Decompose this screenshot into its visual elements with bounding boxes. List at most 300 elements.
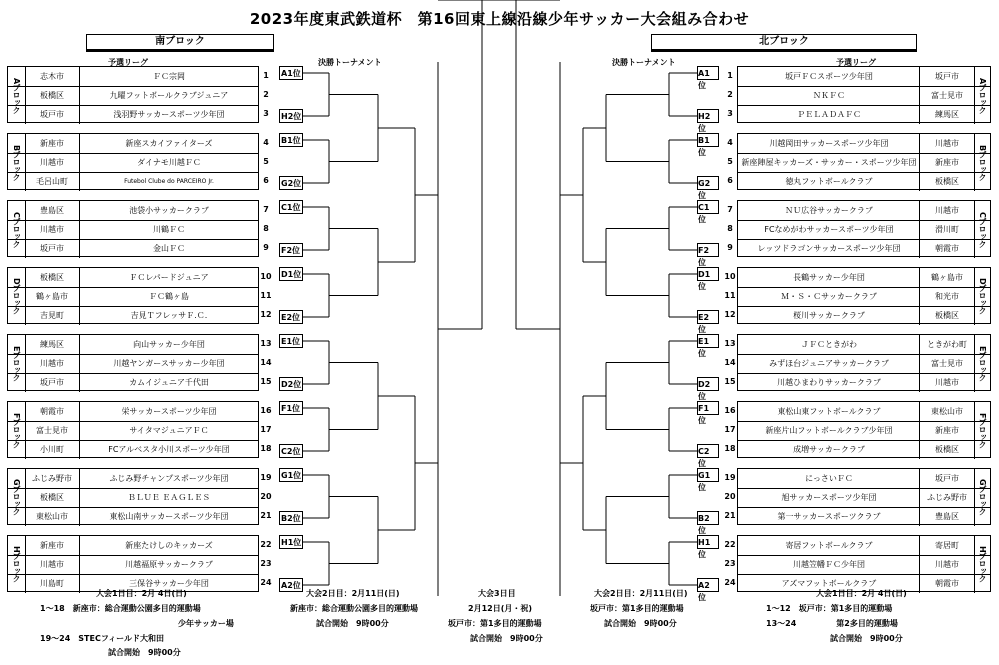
team-name: 徳丸フットボールクラブ (785, 177, 873, 186)
team-city: 鶴ヶ島市 (931, 273, 963, 282)
team-row (738, 555, 990, 575)
team-name: 東松山南サッカースポーツ少年団 (109, 512, 229, 521)
team-row (738, 402, 990, 422)
north-day2-title: 大会2日目：2月11日(日) (594, 589, 688, 598)
south-seed-box (279, 444, 303, 458)
north-seed-box (697, 377, 719, 401)
column-divider (919, 67, 920, 124)
team-row (8, 488, 258, 508)
team-name: 向山サッカー少年団 (133, 340, 205, 349)
team-row (738, 67, 990, 87)
south-seed-box (279, 66, 303, 80)
south-seed-box (279, 401, 303, 415)
north-seed-box (697, 578, 719, 602)
seed-label: H1位 (698, 538, 711, 559)
team-city: 板橋区 (40, 91, 64, 100)
team-row (8, 421, 258, 441)
team-name: Futebol Clube do PARCEIRO Jr. (124, 178, 214, 185)
team-city: 練馬区 (935, 110, 959, 119)
team-city: 朝霞市 (935, 579, 959, 588)
team-city: 豊島区 (935, 512, 959, 521)
match-number: 23 (724, 559, 736, 568)
match-number: 24 (724, 578, 736, 587)
column-divider (974, 469, 975, 526)
seed-label: E1位 (698, 337, 710, 358)
column-divider (79, 134, 80, 191)
north-group-0 (737, 66, 991, 123)
team-name: 寄居フットボールクラブ (785, 541, 873, 550)
seed-label: A1位 (281, 69, 301, 78)
column-divider (25, 134, 26, 191)
column-divider (919, 335, 920, 392)
team-city: 豊島区 (40, 206, 64, 215)
south-group-label: Eブロック (12, 346, 21, 381)
column-divider (919, 134, 920, 191)
column-divider (79, 402, 80, 459)
team-city: 川越市 (40, 560, 64, 569)
team-name: 三保谷サッカー少年団 (129, 579, 209, 588)
south-day1-line4: 試合開始 9時00分 (108, 648, 181, 657)
south-seed-box (279, 267, 303, 281)
match-number: 3 (727, 109, 733, 118)
team-name: ＪＦＣときがわ (801, 340, 857, 349)
match-number: 11 (724, 291, 736, 300)
column-divider (919, 536, 920, 593)
seed-label: H2位 (698, 112, 711, 133)
team-row (8, 335, 258, 355)
seed-label: B2位 (698, 514, 710, 535)
match-number: 20 (260, 492, 272, 501)
south-seed-box (279, 511, 303, 525)
team-name: FCアルベスタ小川スポーツ少年団 (108, 445, 230, 454)
team-city: 川越市 (935, 139, 959, 148)
south-day2-title: 大会2日目：2月11日(日) (306, 589, 400, 598)
team-name: 九曜フットボールクラブジュニア (109, 91, 229, 100)
column-divider (974, 134, 975, 191)
north-group-label: Eブロック (978, 346, 987, 381)
south-tournament-label: 決勝トーナメント (318, 58, 382, 67)
team-name: 川越福原サッカークラブ (125, 560, 213, 569)
team-row (8, 134, 258, 154)
match-number: 22 (260, 540, 272, 549)
match-number: 9 (263, 243, 269, 252)
match-number: 5 (263, 157, 269, 166)
day3-title: 大会3日目 (478, 589, 516, 598)
column-divider (919, 402, 920, 459)
team-name: 旭サッカースポーツ少年団 (781, 493, 877, 502)
team-row (738, 220, 990, 240)
seed-label: E1位 (281, 337, 301, 346)
north-group-label: Bブロック (978, 144, 987, 181)
match-number: 24 (260, 578, 272, 587)
column-divider (25, 268, 26, 325)
south-group-label: Aブロック (12, 77, 21, 114)
page-title: 2023年度東武鉄道杯 第16回東上線沿線少年サッカー大会組み合わせ (249, 10, 750, 28)
north-day1-line1: 1～12 坂戸市：第1多目的運動場 (766, 604, 893, 613)
south-seed-box (279, 243, 303, 257)
team-name: ＢＬＵＥ ＥＡＧＬＥＳ (127, 493, 211, 502)
seed-label: G1位 (281, 471, 302, 480)
team-name: 金山ＦＣ (153, 244, 185, 253)
seed-label: D1位 (281, 270, 302, 279)
north-tournament-label: 決勝トーナメント (612, 58, 676, 67)
seed-label: F1位 (698, 404, 710, 425)
match-number: 19 (260, 473, 272, 482)
north-seed-box (697, 243, 719, 267)
team-row (8, 172, 258, 191)
team-row (8, 67, 258, 87)
south-group-label: Cブロック (12, 211, 21, 248)
seed-label: A2位 (281, 581, 301, 590)
south-group-6 (7, 468, 259, 525)
team-city: 板橋区 (40, 273, 64, 282)
north-day1-line2: 13～24 第2多目的運動場 (766, 619, 898, 628)
team-name: Ｍ・Ｓ・Ｃサッカークラブ (781, 292, 877, 301)
team-row (8, 536, 258, 556)
seed-label: C1位 (698, 203, 710, 224)
team-row (8, 507, 258, 526)
match-number: 23 (260, 559, 272, 568)
seed-label: H2位 (281, 112, 302, 121)
team-name: カムイジュニア千代田 (129, 378, 209, 387)
team-name: ＦＣ宗岡 (153, 72, 185, 81)
match-number: 15 (260, 377, 272, 386)
match-number: 14 (724, 358, 736, 367)
north-day1-title: 大会1日目：2月 4日(日) (816, 589, 907, 598)
team-name: ふじみ野チャンプスポーツ少年団 (109, 474, 229, 483)
south-group-5 (7, 401, 259, 458)
north-seed-box (697, 511, 719, 535)
team-row (738, 335, 990, 355)
team-row (738, 306, 990, 325)
team-row (738, 507, 990, 526)
column-divider (25, 201, 26, 258)
team-row (8, 105, 258, 124)
match-number: 12 (724, 310, 736, 319)
day3-line3: 試合開始 9時00分 (470, 634, 543, 643)
north-seed-box (697, 468, 719, 492)
column-divider (79, 268, 80, 325)
team-city: 板橋区 (935, 445, 959, 454)
match-number: 17 (724, 425, 736, 434)
team-city: 和光市 (935, 292, 959, 301)
north-group-label: Gブロック (978, 479, 987, 516)
column-divider (79, 201, 80, 258)
column-divider (25, 67, 26, 124)
team-row (8, 86, 258, 106)
column-divider (79, 469, 80, 526)
match-number: 10 (260, 272, 272, 281)
team-name: ＦＣレパードジュニア (129, 273, 209, 282)
team-city: 志木市 (40, 72, 64, 81)
team-row (8, 373, 258, 392)
south-seed-box (279, 176, 303, 190)
team-city: 朝霞市 (935, 244, 959, 253)
team-name: 新座たけしのキッカーズ (125, 541, 213, 550)
south-group-label: Fブロック (12, 413, 21, 448)
team-row (8, 469, 258, 489)
seed-label: D2位 (281, 380, 302, 389)
south-day2-line1: 新座市：総合運動公園多目的運動場 (290, 604, 418, 613)
team-name: 川越ヤンガースサッカー少年団 (113, 359, 225, 368)
team-city: 吉見町 (40, 311, 64, 320)
team-name: 浅羽野サッカースポーツ少年団 (113, 110, 225, 119)
team-row (8, 220, 258, 240)
column-divider (919, 469, 920, 526)
north-group-label: Fブロック (978, 413, 987, 448)
team-name: ＦＣ鶴ヶ島 (149, 292, 189, 301)
match-number: 21 (260, 511, 272, 520)
match-number: 2 (727, 90, 733, 99)
team-name: ＮＵ広谷サッカークラブ (785, 206, 873, 215)
north-day1-line3: 試合開始 9時00分 (830, 634, 903, 643)
seed-label: F2位 (281, 246, 301, 255)
south-day1-line3: 19～24 STECフィールド大和田 (40, 634, 165, 643)
seed-label: B1位 (281, 136, 301, 145)
team-row (738, 354, 990, 374)
north-seed-box (697, 535, 719, 559)
seed-label: G1位 (698, 471, 711, 492)
match-number: 12 (260, 310, 272, 319)
seed-label: H1位 (281, 538, 302, 547)
match-number: 5 (727, 157, 733, 166)
column-divider (79, 536, 80, 593)
seed-label: C1位 (281, 203, 301, 212)
match-number: 6 (727, 176, 733, 185)
team-name: 桜川サッカークラブ (793, 311, 865, 320)
south-league-label: 予選リーグ (108, 58, 148, 67)
north-day2-line1: 坂戸市：第1多目的運動場 (590, 604, 684, 613)
north-seed-box (697, 401, 719, 425)
team-city: ふじみ野市 (927, 493, 967, 502)
column-divider (919, 201, 920, 258)
team-name: 川越ひまわりサッカークラブ (777, 378, 881, 387)
north-group-label: Dブロック (978, 278, 987, 315)
match-number: 13 (260, 339, 272, 348)
north-seed-box (697, 133, 719, 157)
team-name: 東松山東フットボールクラブ (777, 407, 881, 416)
day3-line2: 坂戸市：第1多目的運動場 (448, 619, 542, 628)
column-divider (974, 67, 975, 124)
team-name: みずほ台ジュニアサッカークラブ (769, 359, 889, 368)
north-group-2 (737, 200, 991, 257)
team-city: 富士見市 (931, 359, 963, 368)
team-row (8, 287, 258, 307)
team-city: 坂戸市 (935, 474, 959, 483)
team-city: 毛呂山町 (36, 177, 68, 186)
seed-label: D1位 (698, 270, 711, 291)
south-seed-box (279, 468, 303, 482)
team-city: ふじみ野市 (32, 474, 72, 483)
match-number: 7 (263, 205, 269, 214)
team-row (8, 402, 258, 422)
team-name: 吉見ＴフレッサＦ.Ｃ. (130, 311, 208, 320)
team-city: 富士見市 (36, 426, 68, 435)
team-city: 寄居町 (935, 541, 959, 550)
match-number: 9 (727, 243, 733, 252)
match-number: 1 (263, 71, 269, 80)
match-number: 20 (724, 492, 736, 501)
team-city: 富士見市 (931, 91, 963, 100)
team-row (738, 469, 990, 489)
team-city: 川越市 (40, 359, 64, 368)
north-group-7 (737, 535, 991, 592)
match-number: 14 (260, 358, 272, 367)
north-group-1 (737, 133, 991, 190)
team-city: 新座市 (40, 139, 64, 148)
team-row (8, 153, 258, 173)
column-divider (25, 469, 26, 526)
team-row (738, 105, 990, 124)
column-divider (79, 335, 80, 392)
match-number: 22 (724, 540, 736, 549)
match-number: 16 (260, 406, 272, 415)
south-group-label: Bブロック (12, 144, 21, 181)
match-number: 8 (727, 224, 733, 233)
column-divider (974, 536, 975, 593)
south-day1-line1: 1～18 新座市：総合運動公園多目的運動場 (40, 604, 201, 613)
team-city: 坂戸市 (935, 72, 959, 81)
team-city: 坂戸市 (40, 110, 64, 119)
team-row (738, 134, 990, 154)
south-day1-title: 大会1日目：2月 4日(日) (96, 589, 187, 598)
match-number: 10 (724, 272, 736, 281)
team-row (8, 239, 258, 258)
team-city: 新座市 (40, 541, 64, 550)
team-row (738, 201, 990, 221)
south-group-4 (7, 334, 259, 391)
team-name: にっさいＦＣ (805, 474, 853, 483)
north-seed-box (697, 444, 719, 468)
team-city: 新座市 (935, 158, 959, 167)
north-seed-box (697, 176, 719, 200)
team-name: ＰＥＬＡＤＡＦＣ (797, 110, 861, 119)
south-group-3 (7, 267, 259, 324)
south-day2-line2: 試合開始 9時00分 (316, 619, 389, 628)
match-number: 4 (263, 138, 269, 147)
match-number: 2 (263, 90, 269, 99)
south-group-0 (7, 66, 259, 123)
team-city: 坂戸市 (40, 378, 64, 387)
team-city: 滑川町 (935, 225, 959, 234)
team-city: 朝霞市 (40, 407, 64, 416)
team-row (8, 201, 258, 221)
match-number: 15 (724, 377, 736, 386)
team-city: 東松山市 (36, 512, 68, 521)
team-name: 長鶴サッカー少年団 (793, 273, 865, 282)
day3-line1: 2月12日(月・祝) (468, 604, 533, 613)
north-seed-box (697, 267, 719, 291)
south-seed-box (279, 310, 303, 324)
seed-label: G2位 (698, 179, 711, 200)
match-number: 7 (727, 205, 733, 214)
south-seed-box (279, 535, 303, 549)
team-city: 新座市 (935, 426, 959, 435)
team-name: アズマフットボールクラブ (781, 579, 877, 588)
team-name: 栄サッカースポーツ少年団 (121, 407, 217, 416)
column-divider (79, 67, 80, 124)
team-city: 鶴ヶ島市 (36, 292, 68, 301)
team-city: 小川町 (40, 445, 64, 454)
north-seed-box (697, 200, 719, 224)
south-group-7 (7, 535, 259, 592)
match-number: 1 (727, 71, 733, 80)
south-group-1 (7, 133, 259, 190)
team-city: 川島町 (40, 579, 64, 588)
match-number: 3 (263, 109, 269, 118)
north-group-4 (737, 334, 991, 391)
team-city: 川越市 (935, 378, 959, 387)
north-seed-box (697, 66, 719, 90)
south-seed-box (279, 334, 303, 348)
match-number: 19 (724, 473, 736, 482)
seed-label: E2位 (281, 313, 301, 322)
north-group-label: Hブロック (978, 546, 987, 583)
team-row (738, 239, 990, 258)
south-block-header: 南ブロック (86, 34, 274, 52)
team-name: 坂戸ＦＣスポーツ少年団 (785, 72, 873, 81)
seed-label: C2位 (281, 447, 301, 456)
team-city: 練馬区 (40, 340, 64, 349)
south-day1-line2: 少年サッカー場 (178, 619, 234, 628)
south-group-label: Hブロック (12, 546, 21, 583)
north-seed-box (697, 334, 719, 358)
north-league-label: 予選リーグ (836, 58, 876, 67)
north-group-label: Cブロック (978, 211, 987, 248)
team-row (738, 440, 990, 459)
match-number: 8 (263, 224, 269, 233)
team-name: 新座陣屋キッカーズ・サッカー・スポーツ少年団 (741, 158, 917, 167)
team-row (738, 86, 990, 106)
team-name: 池袋小サッカークラブ (129, 206, 209, 215)
seed-label: B1位 (698, 136, 710, 157)
column-divider (974, 268, 975, 325)
team-name: 第一サッカースポーツクラブ (777, 512, 881, 521)
team-row (8, 440, 258, 459)
team-name: ＮＫＦＣ (813, 91, 845, 100)
south-seed-box (279, 200, 303, 214)
team-city: 板橋区 (40, 493, 64, 502)
seed-label: F1位 (281, 404, 301, 413)
team-name: ダイナモ川越ＦＣ (137, 158, 201, 167)
team-row (738, 172, 990, 191)
team-row (738, 268, 990, 288)
team-name: 川鶴ＦＣ (153, 225, 185, 234)
match-number: 16 (724, 406, 736, 415)
team-name: FCなめがわサッカースポーツ少年団 (764, 225, 894, 234)
team-name: レッツドラゴンサッカースポーツ少年団 (757, 244, 901, 253)
column-divider (974, 201, 975, 258)
team-city: 川越市 (935, 560, 959, 569)
match-number: 21 (724, 511, 736, 520)
column-divider (974, 335, 975, 392)
team-name: サイタマジュニアＦＣ (129, 426, 209, 435)
south-seed-box (279, 109, 303, 123)
column-divider (25, 402, 26, 459)
seed-label: G2位 (281, 179, 302, 188)
team-row (738, 421, 990, 441)
team-row (8, 268, 258, 288)
seed-label: D2位 (698, 380, 711, 401)
south-seed-box (279, 377, 303, 391)
team-row (738, 153, 990, 173)
team-row (738, 536, 990, 556)
team-row (8, 354, 258, 374)
team-city: 板橋区 (935, 311, 959, 320)
match-number: 18 (724, 444, 736, 453)
north-seed-box (697, 310, 719, 334)
match-number: 11 (260, 291, 272, 300)
